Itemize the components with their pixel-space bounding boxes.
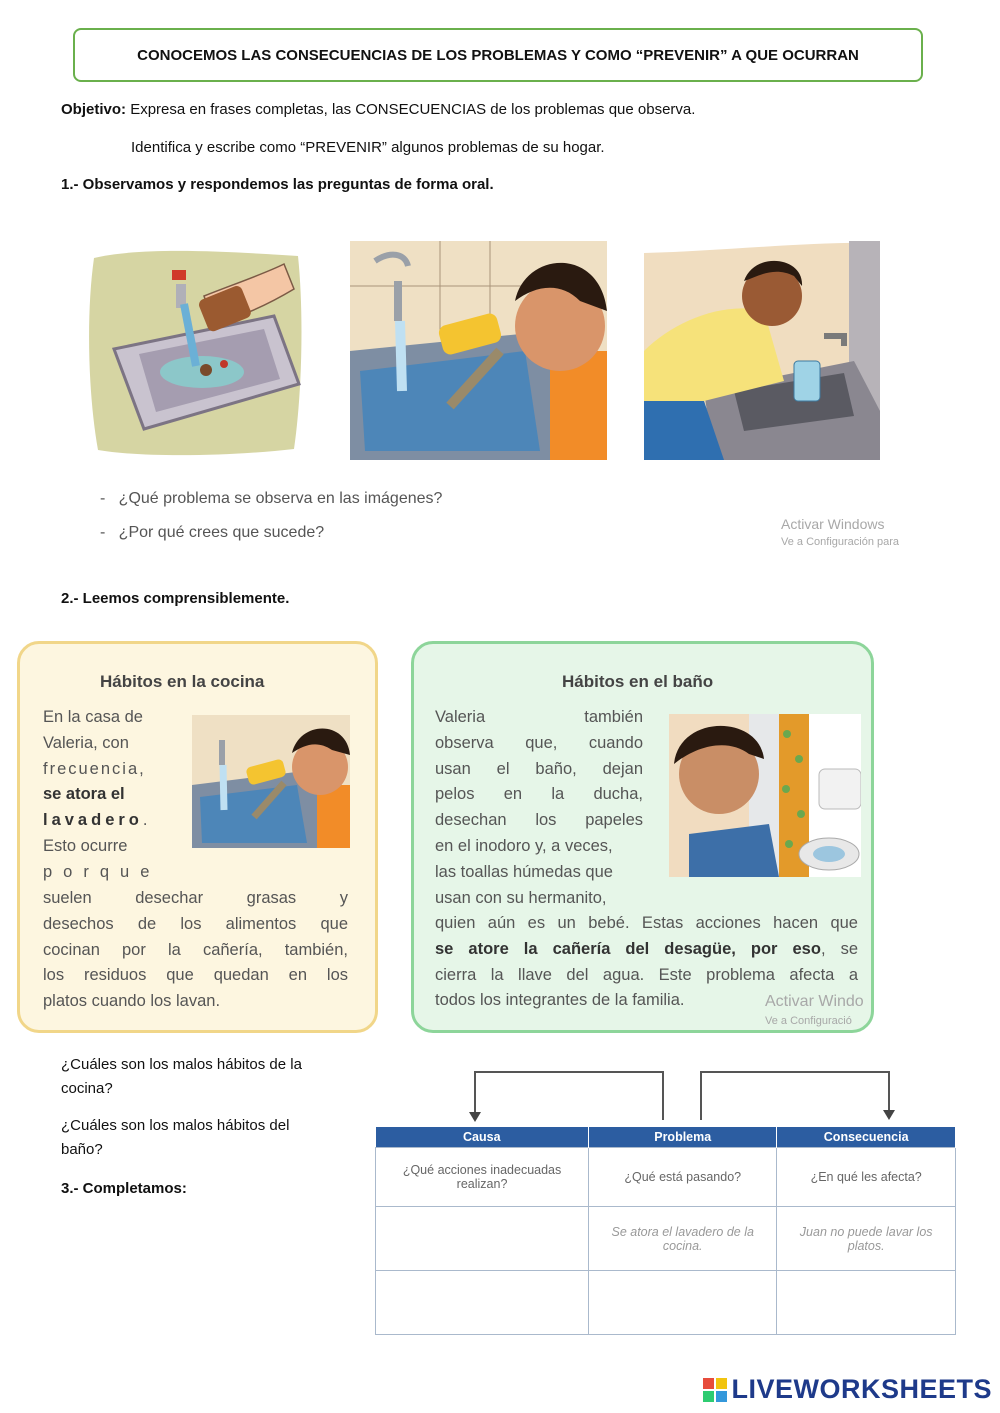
question-bathroom: ¿Cuáles son los malos hábitos del baño?	[61, 1117, 290, 1158]
answer-cell-causa-1[interactable]	[376, 1207, 589, 1271]
bathroom-line: usan con su hermanito,	[435, 888, 607, 907]
table-row	[376, 1271, 956, 1335]
kitchen-line: suelen desechar grasas y	[43, 889, 348, 907]
kitchen-card-title: Hábitos en la cocina	[100, 672, 265, 691]
step2-heading: 2.- Leemos comprensiblemente.	[61, 590, 290, 607]
page-title: CONOCEMOS LAS CONSECUENCIAS DE LOS PROBLEMAS Y COMO “PREVENIR” A QUE OCURRAN	[137, 46, 859, 64]
kitchen-line: los residuos que quedan en los	[43, 966, 348, 985]
answer-cell-problema-2[interactable]	[589, 1271, 777, 1335]
objective-label: Objetivo:	[61, 101, 127, 118]
question-kitchen: ¿Cuáles son los malos hábitos de la cocina?	[61, 1056, 302, 1097]
bathroom-line: Valeria también	[435, 708, 643, 726]
bathroom-card-title: Hábitos en el baño	[562, 672, 714, 691]
kitchen-line: porque	[43, 862, 161, 881]
flow-arrows	[460, 1066, 900, 1126]
header-causa: Causa	[376, 1127, 589, 1148]
boy-sink-illustration	[350, 241, 607, 460]
kitchen-line: Esto ocurre	[43, 836, 128, 855]
kitchen-line-bold: se atora el	[43, 785, 125, 804]
cause-problem-consequence-table	[375, 1127, 956, 1335]
step3-heading: 3.- Completamos:	[61, 1180, 187, 1197]
bathroom-habits-card	[411, 641, 874, 1033]
question-item: - ¿Por qué crees que sucede?	[100, 524, 325, 541]
kitchen-line: lavadero.	[43, 811, 148, 830]
bathroom-line: en el inodoro y, a veces,	[435, 836, 613, 855]
question-2: ¿Por qué crees que sucede?	[118, 524, 325, 541]
watermark-line2: Ve a Configuración para	[781, 536, 900, 548]
answer-cell-consecuencia-2[interactable]	[777, 1271, 956, 1335]
kitchen-line: cocinan por la cañería, también,	[43, 940, 348, 959]
watermark-line1b: Activar Windo	[765, 993, 864, 1010]
activation-watermark-2	[765, 993, 871, 1027]
answer-cell-causa-2[interactable]	[376, 1271, 589, 1335]
bathroom-line: observa que, cuando	[435, 733, 643, 752]
bathroom-line: todos los integrantes de la familia.	[435, 991, 685, 1010]
kitchen-line: desechos de los alimentos que	[43, 914, 348, 933]
bathroom-card-illustration	[669, 714, 861, 877]
kitchen-line: frecuencia,	[43, 759, 146, 778]
bathroom-line: las toallas húmedas que	[435, 862, 613, 881]
boy-tap-illustration	[644, 241, 880, 460]
objective-text-1: Expresa en frases completas, las CONSECUENCIAS de los problemas que observa.	[130, 101, 696, 118]
bathroom-line: pelos en la ducha,	[435, 785, 643, 804]
kitchen-text-full	[43, 886, 348, 1015]
kitchen-line: Valeria, con	[43, 733, 129, 752]
watermark-line1: Activar Windows	[781, 516, 885, 532]
example-problema: Se atora el lavadero de la cocina.	[589, 1207, 777, 1271]
prompt-causa: ¿Qué acciones inadecuadas realizan?	[376, 1148, 589, 1207]
table-row	[376, 1207, 956, 1271]
bathroom-line: quien aún es un bebé. Estas acciones hacen que	[435, 914, 858, 932]
bathroom-text-side	[435, 705, 643, 911]
kitchen-line: En la casa de	[43, 708, 143, 726]
bathroom-line: cierra la llave del agua. Este problema afecta a	[435, 965, 858, 984]
prompt-consecuencia: ¿En qué les afecta?	[777, 1148, 956, 1207]
objective-line	[61, 101, 695, 118]
example-consecuencia: Juan no puede lavar los platos.	[777, 1207, 956, 1271]
bathroom-line: se atore la cañería del desagüe, por eso, se	[435, 939, 858, 958]
objective-text-2: Identifica y escribe como “PREVENIR” algunos problemas de su hogar.	[131, 139, 605, 156]
question-list	[100, 490, 442, 542]
question-1: ¿Qué problema se observa en las imágenes?	[118, 490, 443, 507]
kitchen-line: platos cuando los lavan.	[43, 992, 221, 1011]
kitchen-habits-card	[17, 641, 378, 1033]
header-consecuencia: Consecuencia	[777, 1127, 956, 1148]
question-item: - ¿Qué problema se observa en las imágenes?	[100, 490, 443, 507]
kitchen-text-side	[43, 705, 168, 886]
table-row	[376, 1148, 956, 1207]
brand-name: LIVEWORKSHEETS	[731, 1374, 992, 1404]
sink-scraps-illustration	[84, 244, 306, 459]
title-box	[73, 28, 923, 82]
table-header-row	[376, 1127, 956, 1148]
liveworksheets-logo-icon	[703, 1378, 727, 1402]
step1-heading: 1.- Observamos y respondemos las preguntas de forma oral.	[61, 176, 494, 193]
bathroom-line: usan el baño, dejan	[435, 759, 643, 778]
watermark-line2b: Ve a Configuració	[765, 1015, 852, 1027]
header-problema: Problema	[589, 1127, 777, 1148]
bathroom-line: desechan los papeles	[435, 811, 643, 830]
brand-logo	[703, 1374, 992, 1405]
kitchen-card-illustration	[192, 715, 350, 848]
prompt-problema: ¿Qué está pasando?	[589, 1148, 777, 1207]
activation-watermark	[781, 516, 899, 548]
